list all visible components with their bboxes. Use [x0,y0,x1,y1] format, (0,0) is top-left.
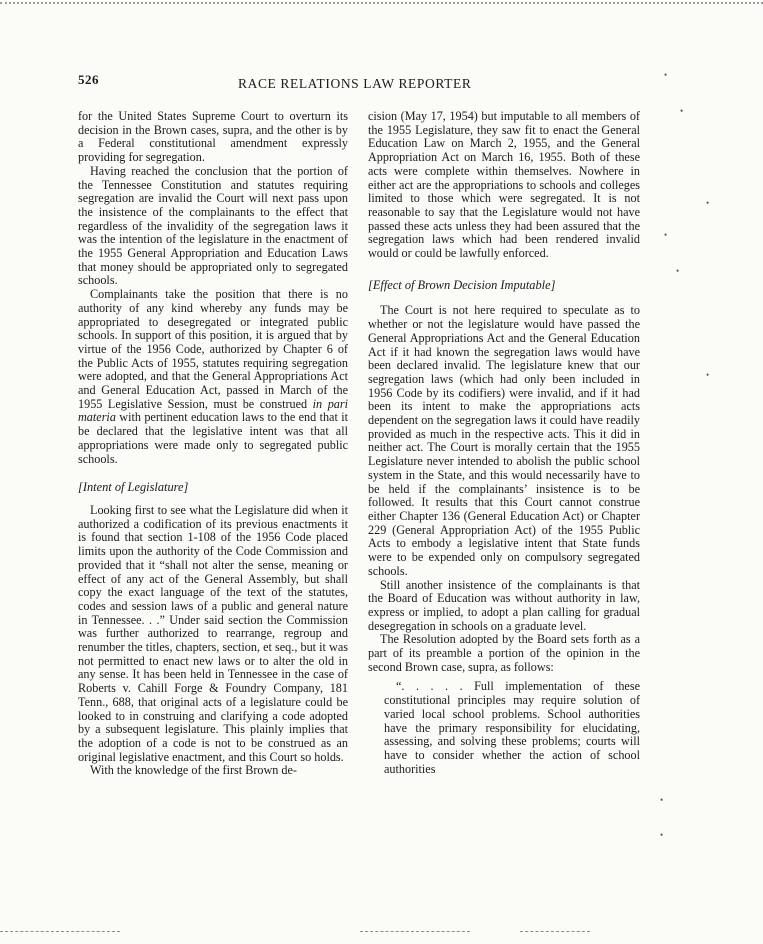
scan-speck: • [660,795,664,805]
scan-bottom-border [0,931,120,932]
paragraph: Having reached the conclusion that the portion of the Tennessee Constitution and statutes requiring segregation are invalid the Court will next pass upon the insistence of the complainants to the effect that regardless of the invalidity of the segregation laws it was the intention of the legislature in the enactment of the 1955 General Appropriation and Education Laws that money should be appropriated only to segregated schools. [78,163,348,288]
paragraph: for the United States Supreme Court to overturn its decision in the Brown cases, supra, and the other is by a Federal constitutional amendment expressly providing for segregation. [78,109,348,165]
right-column [368,110,640,776]
scan-speck: • [664,230,668,240]
paragraph: Looking first to see what the Legislature did when it authorized a codification of its previous enactments it is found that section 1-108 of the 1956 Code placed limits upon the authority of the Code Commission and provided that it “shall not alter the sense, meaning or effect of any act of the General Assembly, but shall copy the exact language of the text of the statutes, codes and session laws of a public and general nature in Tennessee. . .” Under said section the Commission was further authorized to rearrange, regroup and renumber the titles, chapters, section, et seq., but it was not permitted to enact new laws or to alter the old in any sense. It has been held in Tennessee in the case of Roberts v. Cahill Forge & Foundry Company, 181 Tenn., 688, that original acts of a legislature could be looked to in construing and clarifying a code adopted by a subsequent legislature. This plainly implies that the adoption of a code is not to be construed as an original legislative enactment, and this Court so holds. [78,502,348,764]
scan-speck: • [660,830,664,840]
scan-speck: • [676,266,680,276]
paragraph: The Resolution adopted by the Board sets forth as a part of its preamble a portion of the opinion in the second Brown case, supra, as follows: [368,632,640,674]
left-column [78,110,348,778]
running-head: RACE RELATIONS LAW REPORTER [238,76,472,91]
paragraph [78,288,348,466]
scan-speck: • [680,106,684,116]
scan-speck: • [706,370,710,380]
paragraph: cision (May 17, 1954) but imputable to all members of the 1955 Legislature, they saw fit to enact the General Education Law on March 2, 1955, and the General Appropriation Act on March 16, 1955. Both of these acts were complete within themselves. Nowhere in either act are the appropriations to schools and colleges limited to those which were segregated. It is not reasonable to say that the Legislature would not have passed these acts unless they had been assured that the segregation laws which had been rendered invalid would or could be lawfully enforced. [368,109,640,261]
paragraph: With the knowledge of the first Brown de- [90,763,297,778]
scan-speck: • [664,70,668,80]
paragraph-text: with pertinent education laws to the end that it be declared that the legislative intent was that all appropriations were made only to segregated public schools. [78,410,348,466]
paragraph: The Court is not here required to speculate as to whether or not the legislature would have passed the General Appropriations Act and the General Education Act if it had known the segregation laws would have been declared invalid. The legislature knew that our segregation laws (which had only been included in 1956 Code by its codifiers) were invalid, and if it had been its intent to make the appropriations acts dependent on the segregation laws it could have readily provided as much in the respective acts. This it did in neither act. The Court is morally certain that the 1955 Legislature never intended to abolish the public school system in the State, and this would necessarily have to be held if the complainants’ insistence is to be followed. It results that this Court cannot construe either Chapter 136 (General Education Act) or Chapter 229 (General Appropriation Act) of the 1955 Public Acts to embody a legislative intent that State funds were to be expended only on compulsory segregated schools. [368,303,640,578]
section-heading: [Intent of Legislature] [78,480,189,495]
paragraph: Still another insistence of the complainants is that the Board of Education was without authority in law, express or implied, to adopt a plan calling for gradual desegregation in schools on a graduate level. [368,577,640,633]
page-number: 526 [78,72,99,87]
scan-top-border [0,2,763,4]
latin-phrase: in pari materia [78,396,349,425]
scan-bottom-border [520,931,590,932]
block-quote: “. . . . . Full implementation of these constitutional principles may require solution of varied local school problems. School authorities have the primary responsibility for elucidating, assessing, and solving these problems; courts will have to consider whether the action of school authorities [384,679,640,776]
paragraph-text: Complainants take the position that there is no authority of any kind whereby any funds may be appropriated to desegregated or integrated public schools. In support of this position, it is argued that by virtue of the 1956 Code, authorized by Chapter 6 of the Public Acts of 1955, statutes requiring segregation were adopted, and that the General Appropriations Act and General Education Act, passed in March of the 1955 Legislative Session, must be construed [78,287,348,411]
scan-speck: • [706,198,710,208]
section-heading: [Effect of Brown Decision Imputable] [368,277,556,292]
scan-bottom-border [360,931,470,932]
